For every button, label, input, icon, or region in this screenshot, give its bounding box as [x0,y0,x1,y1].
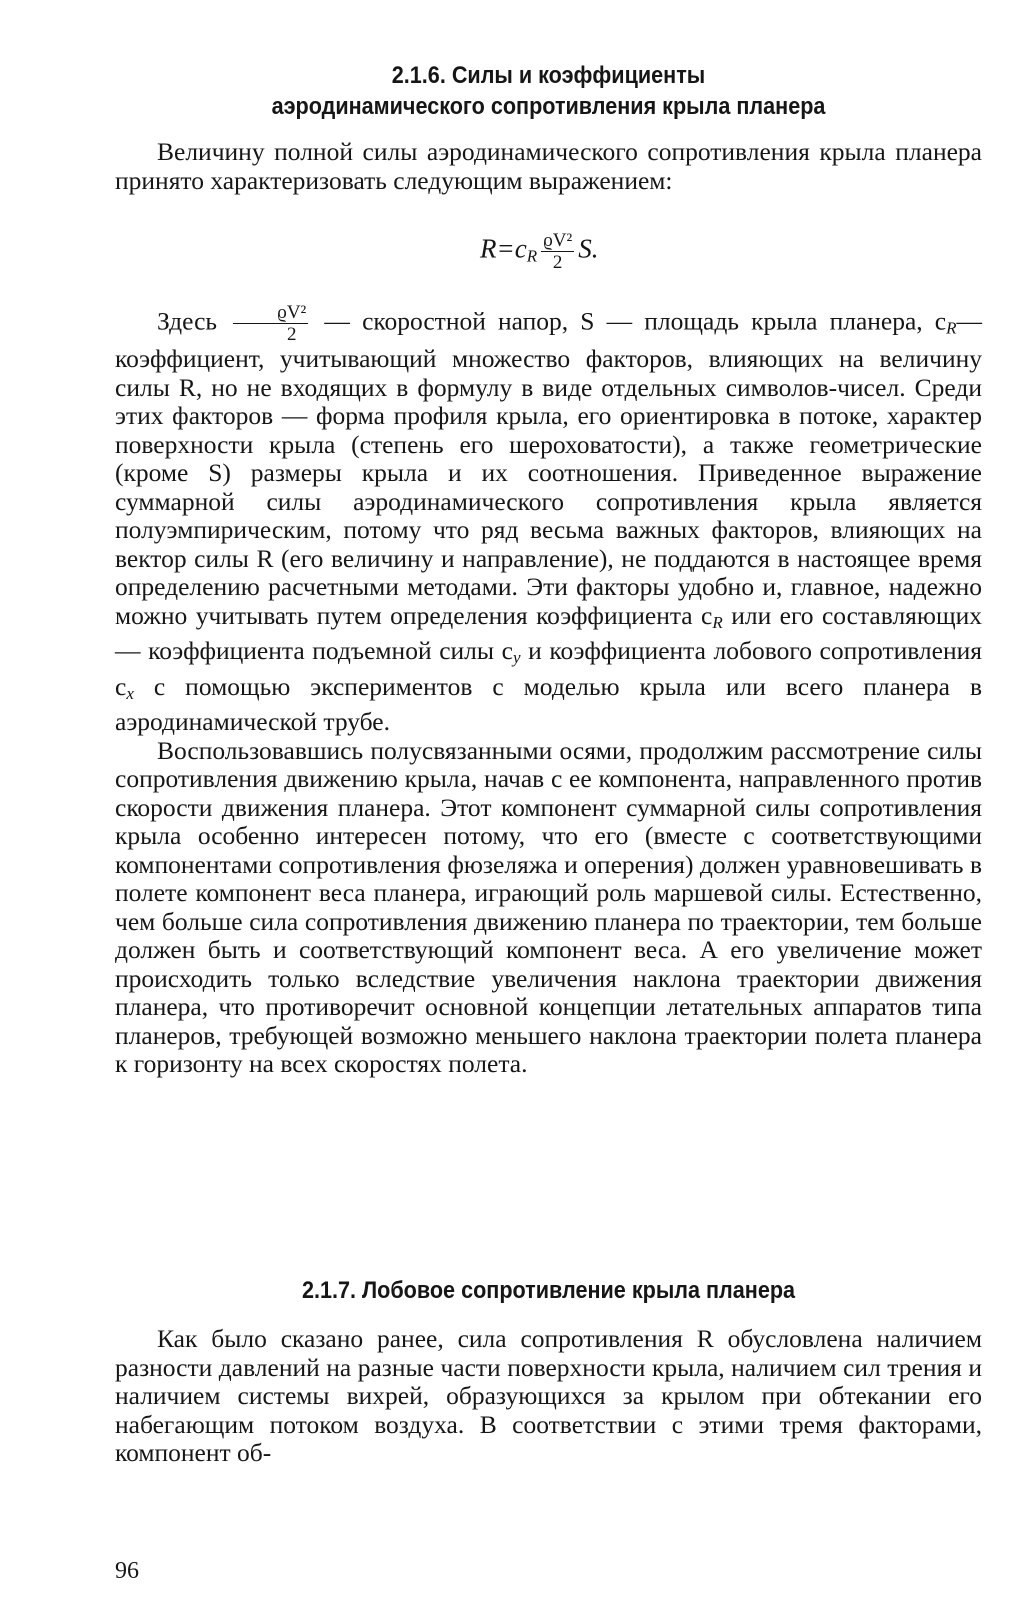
here-word: Здесь [157,306,218,336]
heading-line-1: 2.1.6. Силы и коэффициенты [391,62,706,89]
formula-numerator: ϱV² [543,230,573,251]
page-number: 96 [115,1558,139,1584]
body-text-a: —коэффициент, учитывающий множество факторов, влияющих на величину силы R, но не входящих в формулу в виде отдельных символов-чисел. Среди этих факторов — форма профиля крыла, его ориентировка в потоке, характер поверхности крыла (степень его шероховатости), а также геометрические (кроме S) размеры крыла и их соотношения. Приведенное выражение суммарной силы аэродинамического сопротивления крыла является полуэмпирическим, потому что ряд весьма важных факторов, влияющих на вектор силы R (его величину и направление), не поддаются в настоящее время определению расчетными методами. Эти факторы удобно и, главное, надежно можно учитывать путем определения коэффициента c [115,306,983,630]
cr-subscript: R [946,318,957,338]
section-heading-2-1-7: 2.1.7. Лобовое сопротивление крыла планера [301,1277,796,1304]
dynamic-pressure-fraction [233,302,308,345]
body-text-d: с помощью экспериментов с моделью крыла или всего планера в аэродинамической трубе. [115,671,982,736]
body-sub-x: x [126,683,134,703]
dp-denominator: 2 [286,324,297,345]
body-sub-r: R [712,612,723,632]
profile-drag-paragraph: Как было сказано ранее, сила сопротивления R обусловлена наличием разности давлений на разные части поверхности крыла, наличием сил трения и наличием системы вихрей, образующихся за крылом при обтекании его набегающим потоком воздуха. В соответствии с этими тремя факторами, компонент об- [115,1324,982,1467]
formula-denominator: 2 [552,252,563,273]
semi-bound-axes-paragraph: Воспользовавшись полусвязанными осями, продолжим рассмотрение силы сопротивления движению крыла, начав с ее компонента, направленного против скорости движения планера. Этот компонент суммарной силы сопротивления крыла особенно интересен потому, что его (вместе с соответствующими компонентами сопротивления фюзеляжа и оперения) должен уравновешивать в полете компонент веса планера, играющий роль маршевой силы. Естественно, чем больше сила сопротивления движению планера по траектории, тем больше должен быть и соответствующий компонент веса. А его увеличение может происходить только вследствие увеличения наклона траектории движения планера, что противоречит основной концепции летательных аппаратов типа планеров, требующей возможно меньшего наклона траектории полета планера к горизонту на всех скоростях полета. [115,735,982,1078]
body-sub-y: y [512,648,521,667]
body-text-c: и коэффициента лобового сопротивления c [115,636,982,701]
main-body [115,302,982,1079]
formula-lhs: R=c [480,233,527,264]
intro-paragraph: Величину полной силы аэродинамического сопротивления крыла планера принято характеризовать следующим выражением: [115,137,982,195]
section-heading-2-1-6 [158,60,938,122]
here-rest: — скоростной напор, S — площадь крыла планера, c [324,306,947,336]
drag-formula [480,230,598,292]
body-text-b: или его составляющих — коэффициента подъемной силы c [115,600,982,665]
formula-subscript: R [526,246,538,266]
dp-numerator: ϱV² [233,302,308,324]
formula-rhs: S. [578,233,599,264]
formula-fraction [541,230,574,273]
explanation-paragraph [115,302,982,737]
heading-line-2: аэродинамического сопротивления крыла планера [271,93,826,120]
